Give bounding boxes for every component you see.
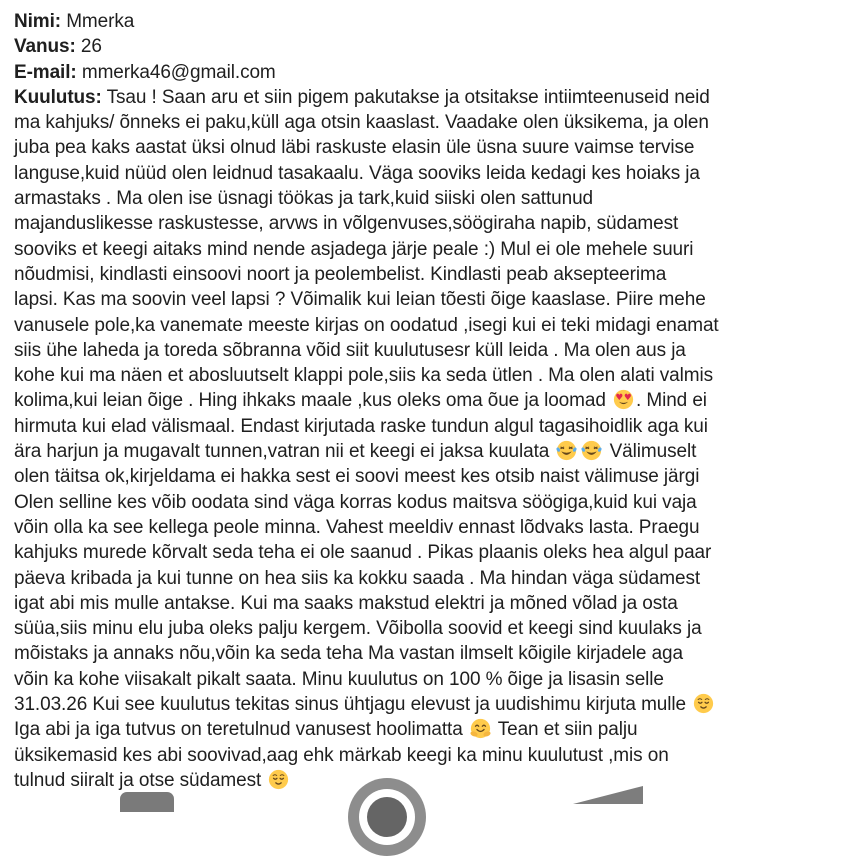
- kuulutus-line: ära harjun ja mugavalt tunnen,vatran nii et keegi ei jaksa kuulata Välimuselt: [14, 441, 697, 463]
- kuulutus-line: kolima,kui leian õige . Hing ihkaks maale ,kus oleks oma õue ja loomad ♥ ♥ . Mind ei: [14, 390, 707, 412]
- age-label: Vanus:: [14, 36, 76, 58]
- kuulutus-text: [14, 85, 843, 793]
- profile-field-name: [14, 9, 843, 34]
- kuulutus-line: võin olla ka see kellega peole minna. Vahest meeldiv ennast lõdvaks lasta. Praegu: [14, 516, 700, 538]
- kuulutus-line: languse,kuid nüüd olen leidnud tasakaalu. Väga sooviks leida kedagi kes hoiaks ja: [14, 162, 700, 184]
- name-value: Mmerka: [66, 11, 135, 32]
- rofl-emoji: [581, 440, 602, 461]
- home-icon-core: [367, 797, 407, 837]
- kuulutus-line: olen täitsa ok,kirjeldama ei hakka sest ei soovi meest kes otsib naist välimuse järgi: [14, 466, 700, 488]
- kuulutus-line: süüa,siis minu elu juba oleks palju kergem. Võibolla soovid et keegi sind kuulaks ja: [14, 618, 702, 640]
- kuulutus-line: ma kahjuks/ õnneks ei paku,küll aga otsin kaaslast. Vaadake olen üksikema, ja olen: [14, 112, 709, 134]
- kuulutus-line: nõudmisi, kindlasti einsoovi noort ja peolembelist. Kindlasti peab aksepteerima: [14, 263, 667, 285]
- kuulutus-line: armastaks . Ma olen ise üsnagi töökas ja tark,kuid siiski olen sattunud: [14, 188, 594, 210]
- name-label: Nimi:: [14, 11, 62, 32]
- kuulutus-line: tulnud siiralt ja otse südamest: [14, 768, 843, 793]
- kuulutus-line: Olen selline kes võib oodata sind väga korras kodus maitsva söögiga,kuid kui vaja: [14, 491, 697, 513]
- kuulutus-line: võin ka kohe viisakalt pikalt saata. Minu kuulutus on 100 % õige ja lisasin selle: [14, 668, 664, 690]
- relieved-emoji: [693, 693, 714, 714]
- age-value: 26: [80, 36, 102, 58]
- kuulutus-line: päeva kribada ja kui tunne on hea siis ka kokku saada . Ma hindan väga südamest: [14, 567, 701, 589]
- kuulutus-line: sooviks et keegi aitaks mind nende asjadega järje peale :) Mul ei ole mehele suuri: [14, 238, 694, 260]
- ad-content: [14, 9, 843, 793]
- kuulutus-line: igat abi mis mulle antakse. Kui ma saaks makstud elektri ja mõned võlad ja osta: [14, 592, 678, 614]
- kuulutus-line: vanusele pole,ka vanemate meeste kirjas on oodatud ,isegi kui ei teki midagi enamat: [14, 314, 719, 336]
- kuulutus-line: mõistaks ja annaks nõu,võin ka seda teha Ma vastan ilmselt kõigile kirjadele aga: [14, 643, 683, 665]
- kuulutus-label: Kuulutus:: [14, 86, 102, 108]
- svg-text:♥: ♥: [623, 393, 632, 404]
- hugging-emoji: [470, 718, 491, 739]
- kuulutus-line: hirmuta kui elad välismaal. Endast kirjutada raske tundun algul tagasihoidlik aga kui: [14, 415, 708, 437]
- kuulutus-line: kohe kui ma näen et abosluutselt klappi pole,siis ka seda ütlen . Ma olen alati valmis: [14, 365, 714, 387]
- kuulutus-line: siis ühe laheda ja toreda sõbranna võid siit kuulutusesr küll leida . Ma olen aus ja: [14, 339, 686, 361]
- kuulutus-line: juba pea kaks aastat üksi olnud läbi raskuste elasin üle üsna suure vaimse tervise: [14, 137, 695, 159]
- kuulutus-line: 31.03.26 Kui see kuulutus tekitas sinus ühtjagu elevust ja uudishimu kirjuta mulle: [14, 692, 843, 717]
- recents-icon[interactable]: [120, 792, 174, 812]
- relieved-emoji: [268, 769, 289, 790]
- rofl-emoji: [556, 440, 577, 461]
- kuulutus-line: majanduslikesse raskustesse, arvws in võlgenvuses,söögiraha napib, südamest: [14, 213, 679, 235]
- kuulutus-line: kahjuks murede kõrvalt seda teha ei ole saanud . Pikas plaanis oleks hea algul paar: [14, 542, 712, 564]
- svg-text:♥: ♥: [615, 393, 624, 404]
- home-icon-ring-gap: [359, 789, 415, 845]
- email-value: mmerka46@gmail.com: [81, 61, 276, 83]
- email-label: E-mail:: [14, 61, 77, 83]
- profile-field-age: [14, 34, 843, 59]
- kuulutus-line: üksikemasid kes abi soovivad,aag ehk märkab keegi ka minu kuulutust ,mis on: [14, 744, 669, 766]
- kuulutus-line: Kuulutus: Tsau ! Saan aru et siin pigem pakutakse ja otsitakse intiimteenuseid neid: [14, 86, 710, 108]
- heart-eyes-emoji: [613, 389, 634, 410]
- profile-field-email: [14, 60, 843, 85]
- kuulutus-line: Iga abi ja iga tutvus on teretulnud vanusest hoolimatta Tean et siin palju: [14, 719, 638, 741]
- kuulutus-line: lapsi. Kas ma soovin veel lapsi ? Võimalik kui leian tõesti õige kaaslase. Piire mehe: [14, 289, 706, 311]
